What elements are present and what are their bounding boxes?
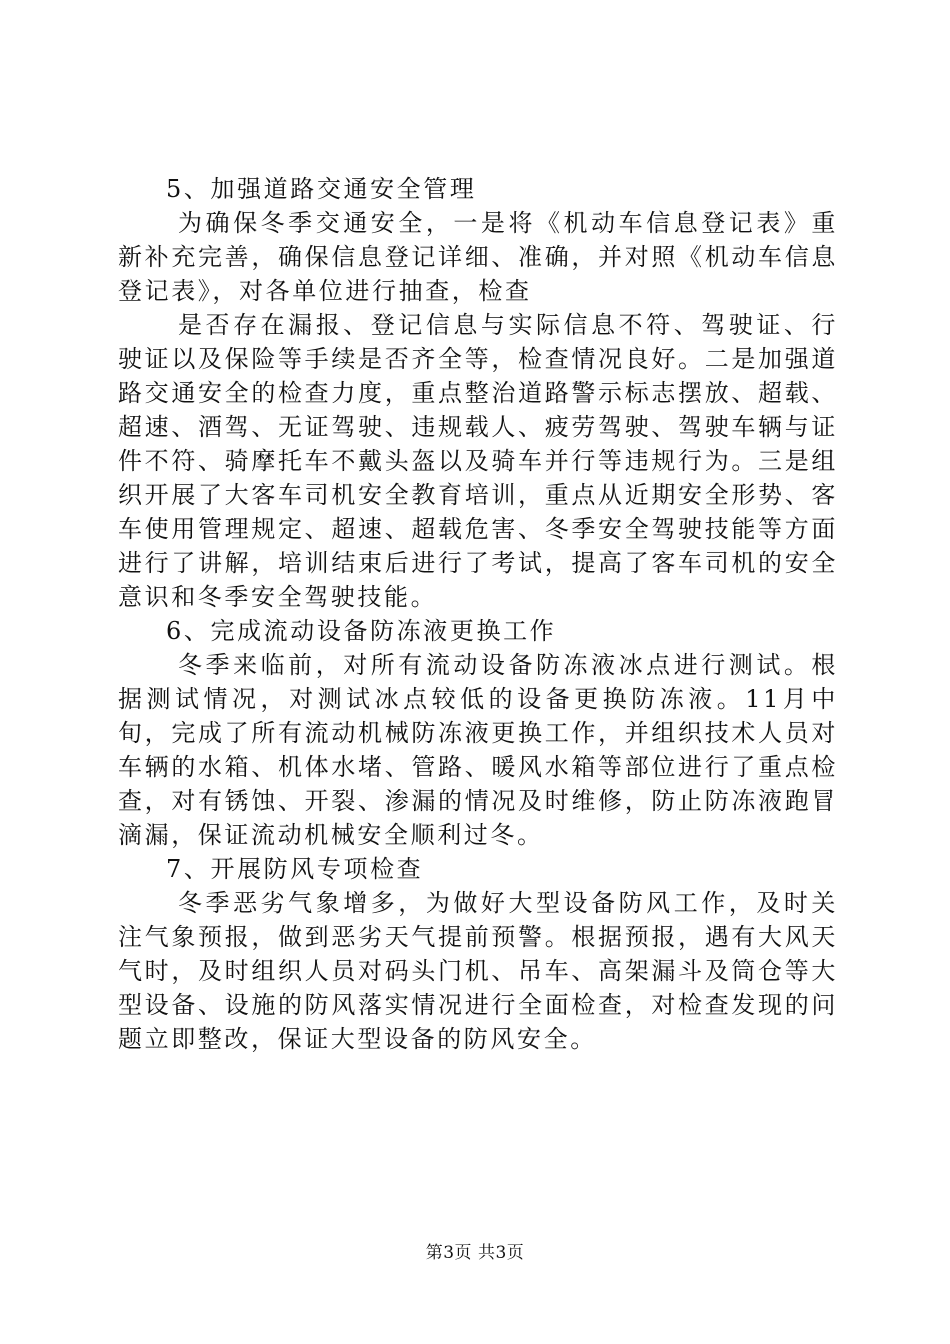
page-number-footer: 第3页 共3页 [425, 1243, 525, 1263]
document-body [118, 172, 838, 1056]
section-5-paragraph-1: 为确保冬季交通安全，一是将《机动车信息登记表》重新补充完善，确保信息登记详细、准确，并对照《机动车信息登记表》，对各单位进行抽查，检查 [118, 209, 838, 305]
section-7-heading: 7、开展防风专项检查 [166, 855, 424, 883]
section-6-heading: 6、完成流动设备防冻液更换工作 [166, 617, 557, 645]
section-5-heading: 5、加强道路交通安全管理 [166, 175, 477, 203]
section-6-paragraph-1: 冬季来临前，对所有流动设备防冻液冰点进行测试。根据测试情况，对测试冰点较低的设备更换防冻液。11月中旬，完成了所有流动机械防冻液更换工作，并组织技术人员对车辆的水箱、机体水堵、管路、暖风水箱等部位进行了重点检查，对有锈蚀、开裂、渗漏的情况及时维修，防止防冻液跑冒滴漏，保证流动机械安全顺利过冬。 [118, 651, 838, 849]
section-7-paragraph-1: 冬季恶劣气象增多，为做好大型设备防风工作，及时关注气象预报，做到恶劣天气提前预警。根据预报，遇有大风天气时，及时组织人员对码头门机、吊车、高架漏斗及筒仓等大型设备、设施的防风落实情况进行全面检查，对检查发现的问题立即整改，保证大型设备的防风安全。 [118, 889, 838, 1053]
section-5-paragraph-2: 是否存在漏报、登记信息与实际信息不符、驾驶证、行驶证以及保险等手续是否齐全等，检查情况良好。二是加强道路交通安全的检查力度，重点整治道路警示标志摆放、超载、超速、酒驾、无证驾驶、违规载人、疲劳驾驶、驾驶车辆与证件不符、骑摩托车不戴头盔以及骑车并行等违规行为。三是组织开展了大客车司机安全教育培训，重点从近期安全形势、客车使用管理规定、超速、超载危害、冬季安全驾驶技能等方面进行了讲解，培训结束后进行了考试，提高了客车司机的安全意识和冬季安全驾驶技能。 [118, 311, 838, 611]
